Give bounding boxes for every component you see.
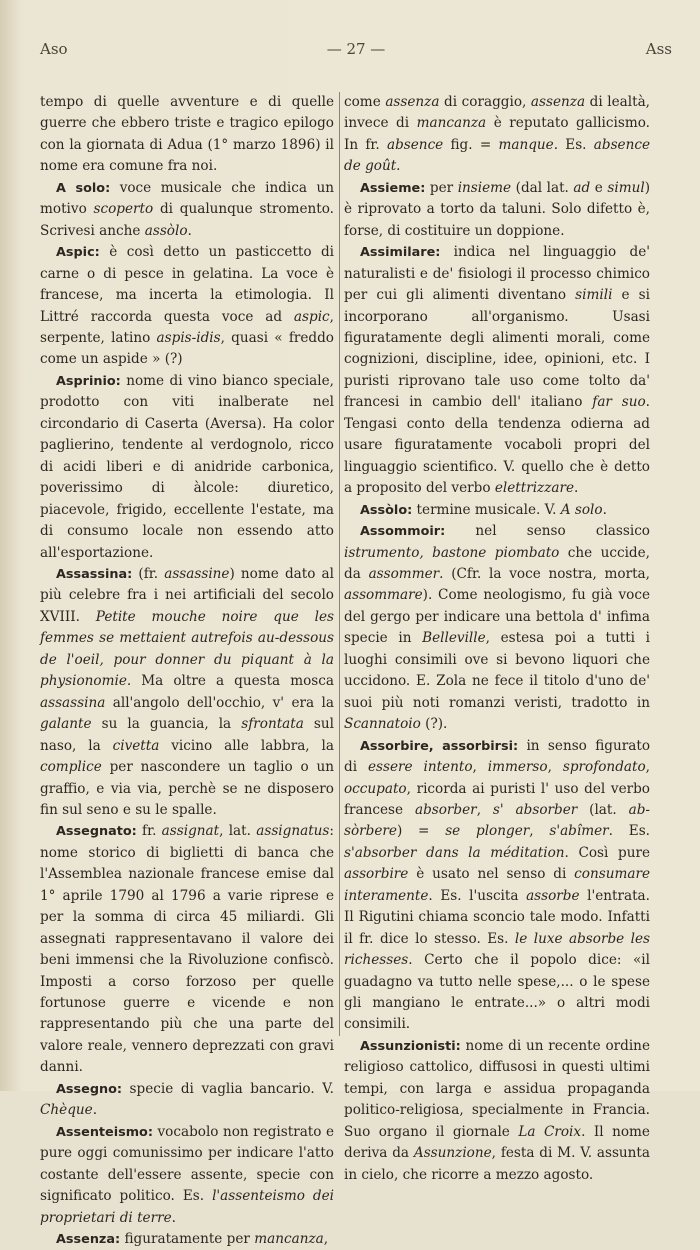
entry-assassina: Assassina: (fr. assassine) nome dato al più celebre fra i nei artificiali del secolo XVIII. Petite mouche noire que les femmes se mettaient autrefois au-dessous de l'oeil, pour donner du piquant à la physionomie. Ma oltre a questa mosca assassina all'angolo dell'occhio, v' era la galante su la guancia, la sfrontata sul naso, la civetta vicino alle labbra, la complice per nascondere un taglio o un graffio, e via via, perchè se ne disposero fin sul seno e su le spalle. <box>40 565 335 818</box>
running-head-left: Aso <box>40 40 68 58</box>
headword: Assegno: <box>56 1081 122 1097</box>
headword: Assòlo: <box>360 502 413 518</box>
entry-assieme: Assieme: per insieme (dal lat. ad e simul) è riprovato a torto da taluni. Solo difetto è, forse, di costituire un doppione. <box>344 179 651 239</box>
entry-a-solo: A solo: voce musicale che indica un motivo scoperto di qualunque stromento. Scrivesi anche assòlo. <box>40 179 334 239</box>
left-column <box>40 92 334 1250</box>
continuation-paragraph: come assenza di coraggio, assenza di lealtà, invece di mancanza è reputato gallicismo. In fr. absence fig. = manque. Es. absence de goût. <box>344 94 651 175</box>
column-divider <box>339 92 340 1036</box>
continuation-paragraph: tempo di quelle avventure e di quelle guerre che ebbero triste e tragico epilogo con la giornata di Adua (1° marzo 1896) il nome era comune fra noi. <box>40 94 334 175</box>
headword: Assunzionisti: <box>360 1038 461 1054</box>
entry-assegnato: Assegnato: fr. assignat, lat. assignatus: nome storico di biglietti di banca che l'Assemblea nazionale francese emise dal 1° aprile 1790 al 1796 a varie riprese e per la somma di circa 45 miliardi. Gli assegnati rappresentavano il valore dei beni immensi che la Rivoluzione confiscò. Imposti a corso forzoso per quelle fortunose guerre e vicende e non rappresentando più che una parte del valore reale, vennero deprezzati con gravi danni. <box>40 823 334 1076</box>
entry-aspic: Aspic: è così detto un pasticcetto di carne o di pesce in gelatina. La voce è francese, ma incerta la etimologia. Il Littré raccorda questa voce ad aspic, serpente, latino aspis-idis, quasi « freddo come un aspide » (?) <box>40 244 334 368</box>
entry-assimilare: Assimilare: indica nel linguaggio de' naturalisti e de' fisiologi il processo chimico per cui gli alimenti diventano simili e si incorporano all'organismo. Usasi figuratamente degli alimenti morali, come cognizioni, discipline, idee, opinioni, etc. I puristi riprovano tale uso come tolto da' francesi in cambio dell' italiano far suo. Tengasi conto della tendenza odierna ad usare figuratamente vocaboli propri del linguaggio scientifico. V. quello che è detto a proposito del verbo elettrizzare. <box>344 244 650 497</box>
headword: Assenza: <box>56 1232 121 1248</box>
headword: Assommoir: <box>360 524 446 540</box>
headword: Assegnato: <box>56 824 137 840</box>
right-column <box>344 92 650 1186</box>
entry-assolo: Assòlo: termine musicale. V. A solo. <box>360 501 607 518</box>
headword: Assenteismo: <box>56 1124 153 1140</box>
entry-assorbire: Assorbire, assorbirsi: in senso figurato di essere intento, immerso, sprofondato, occupato, ricorda ai puristi l' uso del verbo francese absorber, s' absorber (lat. ab-sòrbere) = se plonger, s'abîmer. Es. s'absorber dans la méditation. Così pure assorbire è usato nel senso di consumare interamente. Es. l'uscita assorbe l'entrata. Il Rigutini chiama sconcio tale modo. Infatti il fr. dice lo stesso. Es. le luxe absorbe les richesses. Certo che il popolo dice: «il guadagno va tutto nelle spese,... o le spese gli mangiano le entrate...» o altri modi consimili. <box>344 737 651 1033</box>
entry-assunzionisti: Assunzionisti: nome di un recente ordine religioso cattolico, diffusosi in questi ultimi tempi, con larga e assidua propaganda politico-religiosa, specialmente in Francia. Suo organo il giornale La Croix. Il nome deriva da Assunzione, festa di M. V. assunta in cielo, che ricorre a mezzo agosto. <box>344 1037 650 1183</box>
headword: Assorbire, assorbirsi: <box>360 738 519 754</box>
entry-assommoir: Assommoir: nel senso classico istrumento, bastone piombato che uccide, da assommer. (Cfr. la voce nostra, morta, assommare). Come neologismo, fu già voce del gergo per indicare una bettola d' infima specie in Belleville, estesa poi a tutti i luoghi consimili ove si bevono liquori che uccidono. E. Zola ne fece il titolo d'uno de' suoi più noti romanzi veristi, tradotto in Scannatoio (?). <box>344 523 650 733</box>
headword: Asprinio: <box>56 373 121 389</box>
headword: Aspic: <box>56 245 100 261</box>
headword: Assimilare: <box>360 245 441 261</box>
running-head-right: Ass <box>645 40 672 58</box>
headword: Assassina: <box>56 566 133 582</box>
running-head <box>40 40 672 62</box>
page-number: — 27 — <box>326 40 386 58</box>
entry-asprinio: Asprinio: nome di vino bianco speciale, prodotto con viti inalberate nel circondario di Caserta (Aversa). Ha color paglierino, tendente al verdognolo, ricco di acidi liberi e di anidride carbonica, poverissimo di àlcole: diuretico, piacevole, frigido, eccellente l'estate, ma di consumo locale non essendo atto all'esportazione. <box>40 372 334 561</box>
entry-assenza: Assenza: figuratamente per mancanza, <box>56 1231 329 1248</box>
headword: Assieme: <box>360 180 426 196</box>
headword: A solo: <box>56 180 111 196</box>
entry-assegno: Assegno: specie di vaglia bancario. V. Chèque. <box>40 1080 334 1119</box>
entry-assenteismo: Assenteismo: vocabolo non registrato e pure oggi comunissimo per indicare l'atto costante dell'essere assente, specie con significato politico. Es. l'assenteismo dei proprietari di terre. <box>40 1123 335 1226</box>
